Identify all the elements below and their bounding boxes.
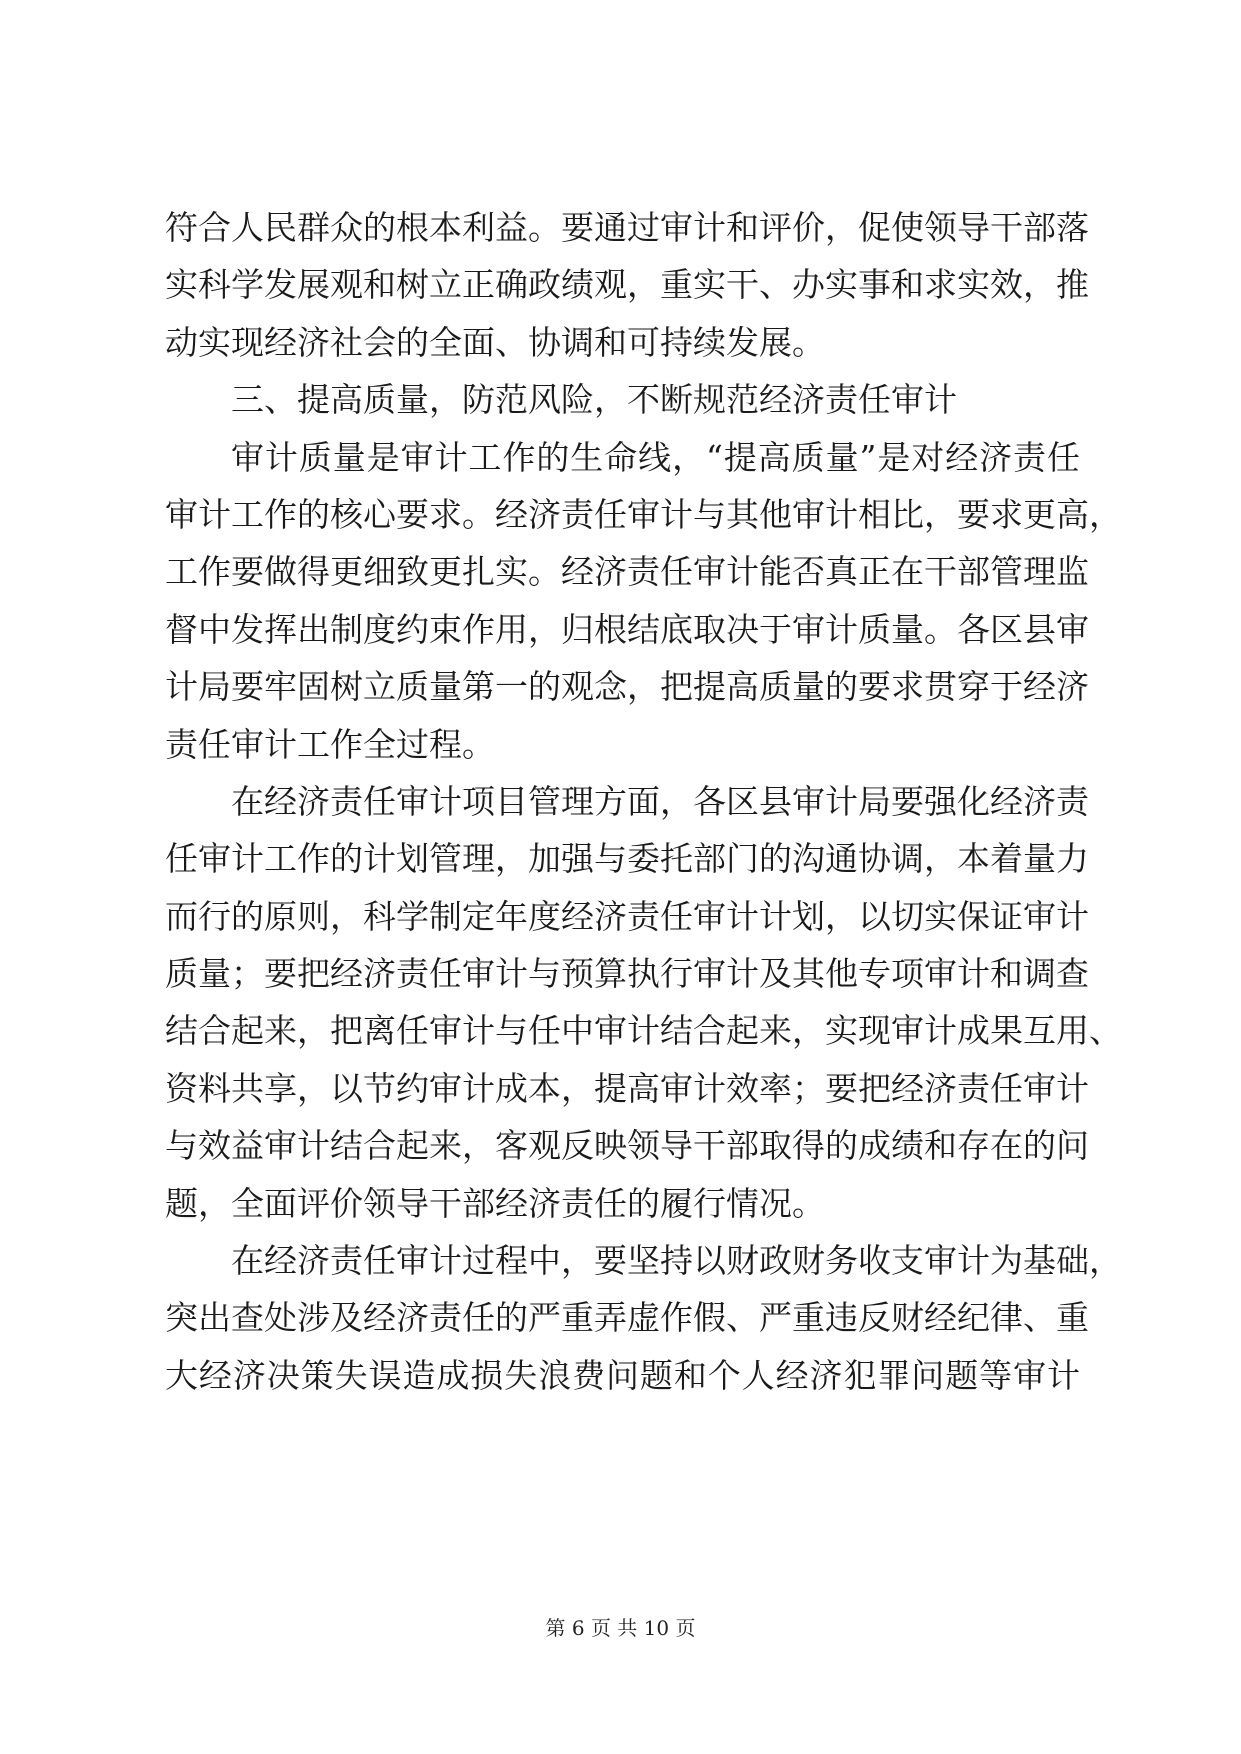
text-line: 与效益审计结合起来，客观反映领导干部取得的成绩和存在的问 xyxy=(165,1126,1089,1166)
text-line: 而行的原则，科学制定年度经济责任审计计划，以切实保证审计 xyxy=(165,896,1089,936)
text-line: 在经济责任审计项目管理方面，各区县审计局要强化经济责 xyxy=(231,781,1089,821)
text-line: 任审计工作的计划管理，加强与委托部门的沟通协调，本着量力 xyxy=(165,839,1089,879)
text-line: 大经济决策失误造成损失浪费问题和个人经济犯罪问题等审计 xyxy=(165,1355,1080,1395)
text-line: 工作要做得更细致更扎实。经济责任审计能否真正在干部管理监 xyxy=(165,552,1089,592)
text-line: 督中发挥出制度约束作用，归根结底取决于审计质量。各区县审 xyxy=(165,609,1089,649)
text-line: 题，全面评价领导干部经济责任的履行情况。 xyxy=(165,1183,825,1223)
text-line: 突出查处涉及经济责任的严重弄虚作假、严重违反财经纪律、重 xyxy=(165,1298,1089,1338)
text-line: 结合起来，把离任审计与任中审计结合起来，实现审计成果互用、 xyxy=(165,1011,1122,1051)
document-body xyxy=(165,199,1122,1404)
section-heading: 三、提高质量，防范风险，不断规范经济责任审计 xyxy=(231,380,957,420)
text-line: 责任审计工作全过程。 xyxy=(165,724,495,764)
text-line: 资料共享，以节约审计成本，提高审计效率；要把经济责任审计 xyxy=(165,1068,1089,1108)
text-line: 计局要牢固树立质量第一的观念，把提高质量的要求贯穿于经济 xyxy=(165,667,1089,707)
text-line: 在经济责任审计过程中，要坚持以财政财务收支审计为基础， xyxy=(231,1241,1122,1281)
page-footer: 第 6 页 共 10 页 xyxy=(545,1616,696,1640)
text-line: 审计质量是审计工作的生命线，“提高质量”是对经济责任 xyxy=(231,437,1080,477)
text-line: 符合人民群众的根本利益。要通过审计和评价，促使领导干部落 xyxy=(165,208,1089,247)
text-line: 审计工作的核心要求。经济责任审计与其他审计相比，要求更高， xyxy=(165,494,1122,534)
text-line: 实科学发展观和树立正确政绩观，重实干、办实事和求实效，推 xyxy=(165,265,1089,305)
text-line: 质量；要把经济责任审计与预算执行审计及其他专项审计和调查 xyxy=(165,954,1089,994)
text-line: 动实现经济社会的全面、协调和可持续发展。 xyxy=(165,322,825,362)
